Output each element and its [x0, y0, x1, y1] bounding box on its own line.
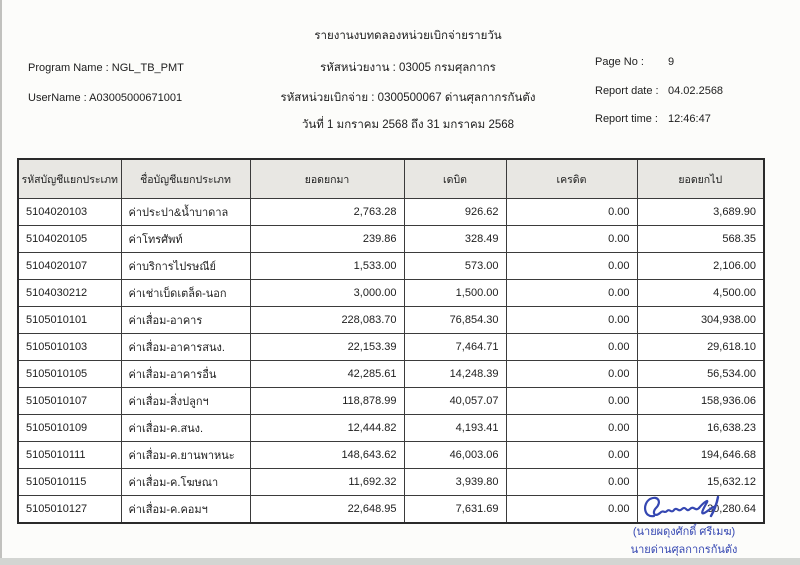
table-row: [18, 307, 764, 334]
report-time-label: Report time :: [595, 113, 658, 125]
credit-cell: 0.00: [506, 442, 637, 469]
username: UserName : A03005000671001: [28, 92, 183, 104]
account-code-cell: 5105010105: [18, 361, 121, 388]
credit-cell: 0.00: [506, 334, 637, 361]
account-code-cell: 5104020107: [18, 253, 121, 280]
scan-edge-bottom: [0, 558, 800, 565]
credit-cell: 0.00: [506, 280, 637, 307]
credit-cell: 0.00: [506, 199, 637, 226]
account-name-cell: ค่าประปา&น้ำบาดาล: [121, 199, 250, 226]
credit-cell: 0.00: [506, 307, 637, 334]
balance-brought-forward-cell: 22,153.39: [250, 334, 404, 361]
report-title: รายงานงบทดลองหน่วยเบิกจ่ายรายวัน: [314, 30, 502, 42]
debit-cell: 573.00: [404, 253, 506, 280]
report-date-label: Report date :: [595, 85, 659, 97]
col-header-account-code: รหัสบัญชีแยกประเภท: [18, 159, 121, 199]
table-row: [18, 388, 764, 415]
account-code-cell: 5104030212: [18, 280, 121, 307]
account-name-cell: ค่าเสื่อม-อาคาร: [121, 307, 250, 334]
page-no-label: Page No :: [595, 56, 644, 68]
account-name-cell: ค่าโทรศัพท์: [121, 226, 250, 253]
credit-cell: 0.00: [506, 361, 637, 388]
balance-brought-forward-cell: 239.86: [250, 226, 404, 253]
balance-carried-forward-cell: 4,500.00: [637, 280, 764, 307]
debit-cell: 46,003.06: [404, 442, 506, 469]
balance-carried-forward-cell: 2,106.00: [637, 253, 764, 280]
account-name-cell: ค่าเสื่อม-ค.โฆษณา: [121, 469, 250, 496]
balance-brought-forward-cell: 118,878.99: [250, 388, 404, 415]
balance-brought-forward-cell: 228,083.70: [250, 307, 404, 334]
debit-cell: 40,057.07: [404, 388, 506, 415]
balance-carried-forward-cell: 29,618.10: [637, 334, 764, 361]
table-row: [18, 334, 764, 361]
credit-cell: 0.00: [506, 469, 637, 496]
handwritten-signature-icon: [640, 494, 732, 524]
table-row: [18, 226, 764, 253]
credit-cell: 0.00: [506, 415, 637, 442]
account-code-cell: 5105010127: [18, 496, 121, 524]
account-name-cell: ค่าเสื่อม-สิ่งปลูกฯ: [121, 388, 250, 415]
debit-cell: 14,248.39: [404, 361, 506, 388]
account-name-cell: ค่าเสื่อม-ค.คอมฯ: [121, 496, 250, 524]
balance-carried-forward-cell: 304,938.00: [637, 307, 764, 334]
signatory-title: นายด่านศุลกากรกันตัง: [630, 544, 738, 556]
account-code-cell: 5105010103: [18, 334, 121, 361]
page-no-value: 9: [668, 56, 675, 68]
balance-brought-forward-cell: 11,692.32: [250, 469, 404, 496]
account-name-cell: ค่าเสื่อม-อาคารอื่น: [121, 361, 250, 388]
table-row: [18, 253, 764, 280]
balance-brought-forward-cell: 2,763.28: [250, 199, 404, 226]
table-row: [18, 361, 764, 388]
date-range-line: วันที่ 1 มกราคม 2568 ถึง 31 มกราคม 2568: [301, 119, 515, 131]
balance-carried-forward-cell: 158,936.06: [637, 388, 764, 415]
balance-brought-forward-cell: 3,000.00: [250, 280, 404, 307]
account-name-cell: ค่าเสื่อม-อาคารสนง.: [121, 334, 250, 361]
signatory-name: (นายผดุงศักดิ์ ศรีเมฆ): [632, 526, 736, 538]
account-code-cell: 5104020105: [18, 226, 121, 253]
account-code-cell: 5105010115: [18, 469, 121, 496]
col-header-balance-carried-forward: ยอดยกไป: [637, 159, 764, 199]
col-header-account-name: ชื่อบัญชีแยกประเภท: [121, 159, 250, 199]
table-row: [18, 280, 764, 307]
debit-cell: 4,193.41: [404, 415, 506, 442]
account-code-cell: 5105010107: [18, 388, 121, 415]
account-code-cell: 5105010101: [18, 307, 121, 334]
balance-brought-forward-cell: 12,444.82: [250, 415, 404, 442]
table-row: [18, 442, 764, 469]
table-row: [18, 469, 764, 496]
debit-cell: 1,500.00: [404, 280, 506, 307]
debit-cell: 7,631.69: [404, 496, 506, 524]
debit-cell: 7,464.71: [404, 334, 506, 361]
disbursement-unit-line: รหัสหน่วยเบิกจ่าย : 0300500067 ด่านศุลกากรกันตัง: [280, 92, 536, 104]
report-time-value: 12:46:47: [668, 113, 711, 125]
credit-cell: 0.00: [506, 253, 637, 280]
col-header-debit: เดบิต: [404, 159, 506, 199]
balance-carried-forward-cell: 30,280.64: [637, 496, 764, 524]
table-row: [18, 415, 764, 442]
balance-brought-forward-cell: 1,533.00: [250, 253, 404, 280]
account-name-cell: ค่าเช่าเบ็ดเตล็ด-นอก: [121, 280, 250, 307]
debit-cell: 328.49: [404, 226, 506, 253]
balance-carried-forward-cell: 568.35: [637, 226, 764, 253]
debit-cell: 3,939.80: [404, 469, 506, 496]
account-name-cell: ค่าบริการไปรษณีย์: [121, 253, 250, 280]
agency-code-line: รหัสหน่วยงาน : 03005 กรมศุลกากร: [320, 62, 496, 74]
debit-cell: 76,854.30: [404, 307, 506, 334]
balance-carried-forward-cell: 56,534.00: [637, 361, 764, 388]
balance-brought-forward-cell: 148,643.62: [250, 442, 404, 469]
report-date-value: 04.02.2568: [668, 85, 724, 97]
account-code-cell: 5105010109: [18, 415, 121, 442]
scan-edge-left: [0, 0, 2, 558]
trial-balance-table: [17, 158, 765, 524]
table-row: [18, 199, 764, 226]
credit-cell: 0.00: [506, 226, 637, 253]
program-name: Program Name : NGL_TB_PMT: [28, 62, 184, 74]
balance-brought-forward-cell: 42,285.61: [250, 361, 404, 388]
account-code-cell: 5105010111: [18, 442, 121, 469]
col-header-balance-brought-forward: ยอดยกมา: [250, 159, 404, 199]
account-name-cell: ค่าเสื่อม-ค.สนง.: [121, 415, 250, 442]
col-header-credit: เครดิต: [506, 159, 637, 199]
account-code-cell: 5104020103: [18, 199, 121, 226]
debit-cell: 926.62: [404, 199, 506, 226]
balance-brought-forward-cell: 22,648.95: [250, 496, 404, 524]
credit-cell: 0.00: [506, 496, 637, 524]
table-header-row: [18, 159, 764, 199]
balance-carried-forward-cell: 194,646.68: [637, 442, 764, 469]
balance-carried-forward-cell: 3,689.90: [637, 199, 764, 226]
credit-cell: 0.00: [506, 388, 637, 415]
balance-carried-forward-cell: 16,638.23: [637, 415, 764, 442]
account-name-cell: ค่าเสื่อม-ค.ยานพาหนะ: [121, 442, 250, 469]
balance-carried-forward-cell: 15,632.12: [637, 469, 764, 496]
